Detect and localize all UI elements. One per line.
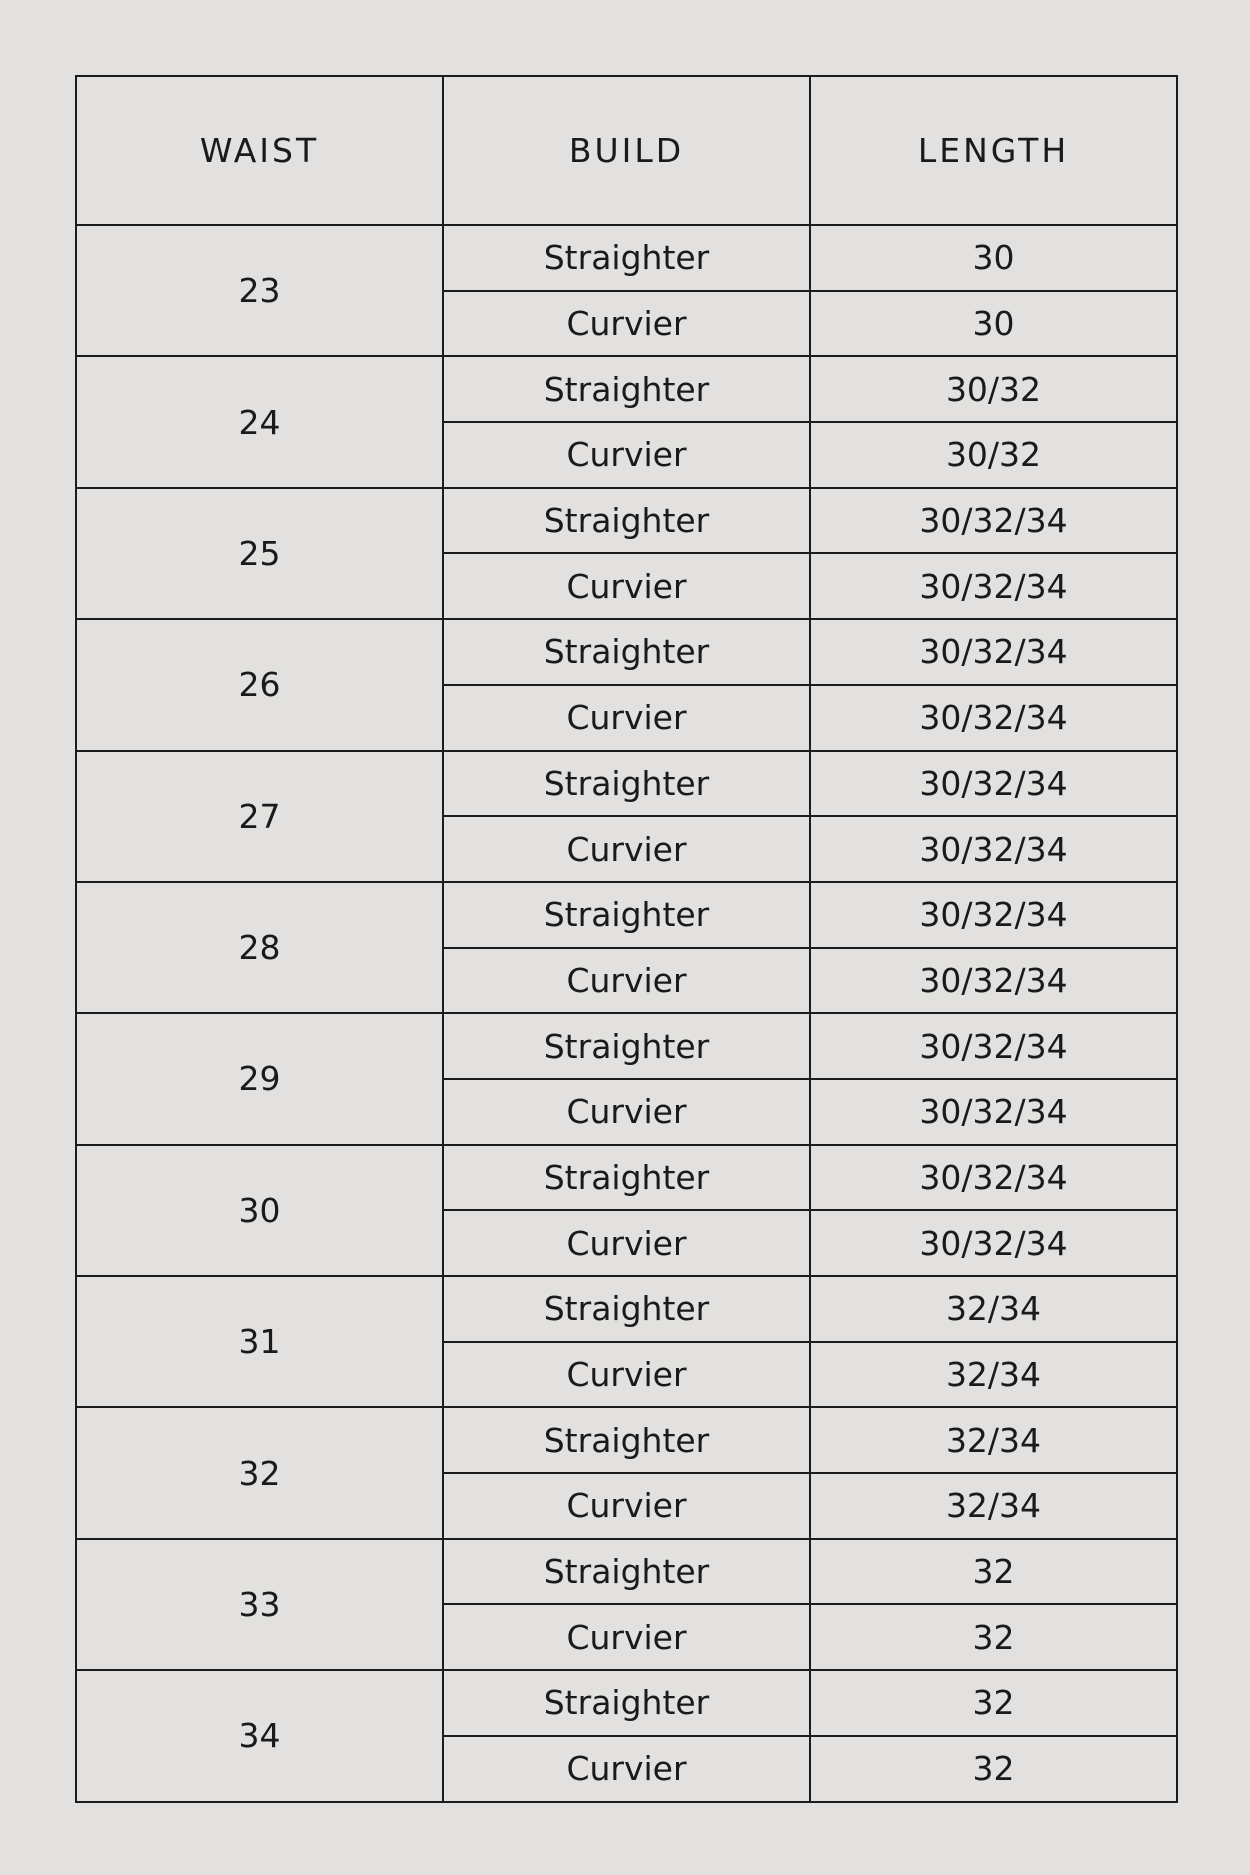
build-cell: Straighter — [443, 1145, 810, 1211]
header-build: BUILD — [443, 76, 810, 225]
waist-cell: 31 — [76, 1276, 443, 1407]
table-row — [76, 1539, 1177, 1605]
build-cell: Straighter — [443, 488, 810, 554]
waist-cell: 34 — [76, 1670, 443, 1801]
build-cell: Curvier — [443, 1210, 810, 1276]
build-cell: Straighter — [443, 1013, 810, 1079]
table-row — [76, 356, 1177, 422]
header-length: LENGTH — [810, 76, 1177, 225]
waist-cell: 30 — [76, 1145, 443, 1276]
length-cell: 30/32/34 — [810, 948, 1177, 1014]
waist-cell: 33 — [76, 1539, 443, 1670]
length-cell: 30/32/34 — [810, 751, 1177, 817]
table-row — [76, 225, 1177, 291]
table-row — [76, 1276, 1177, 1342]
build-cell: Curvier — [443, 291, 810, 357]
length-cell: 30/32/34 — [810, 1145, 1177, 1211]
build-cell: Straighter — [443, 1407, 810, 1473]
table-row — [76, 1145, 1177, 1211]
build-cell: Curvier — [443, 1342, 810, 1408]
length-cell: 30/32/34 — [810, 553, 1177, 619]
build-cell: Curvier — [443, 685, 810, 751]
table-row — [76, 1407, 1177, 1473]
build-cell: Curvier — [443, 553, 810, 619]
waist-cell: 24 — [76, 356, 443, 487]
build-cell: Straighter — [443, 619, 810, 685]
build-cell: Curvier — [443, 422, 810, 488]
length-cell: 30/32 — [810, 422, 1177, 488]
header-row — [76, 76, 1177, 225]
waist-cell: 26 — [76, 619, 443, 750]
length-cell: 32/34 — [810, 1407, 1177, 1473]
waist-cell: 27 — [76, 751, 443, 882]
length-cell: 30/32/34 — [810, 1210, 1177, 1276]
length-cell: 32 — [810, 1539, 1177, 1605]
length-cell: 32/34 — [810, 1342, 1177, 1408]
table-header — [76, 76, 1177, 225]
length-cell: 30/32/34 — [810, 619, 1177, 685]
table-row — [76, 619, 1177, 685]
length-cell: 30/32/34 — [810, 685, 1177, 751]
length-cell: 30/32/34 — [810, 1013, 1177, 1079]
build-cell: Curvier — [443, 1736, 810, 1802]
table-body — [76, 225, 1177, 1802]
waist-cell: 28 — [76, 882, 443, 1013]
length-cell: 30 — [810, 291, 1177, 357]
build-cell: Curvier — [443, 1079, 810, 1145]
table-row — [76, 488, 1177, 554]
table-row — [76, 751, 1177, 817]
length-cell: 32/34 — [810, 1473, 1177, 1539]
length-cell: 32 — [810, 1604, 1177, 1670]
build-cell: Straighter — [443, 225, 810, 291]
table-row — [76, 882, 1177, 948]
waist-cell: 32 — [76, 1407, 443, 1538]
build-cell: Straighter — [443, 882, 810, 948]
build-cell: Curvier — [443, 1604, 810, 1670]
length-cell: 30/32 — [810, 356, 1177, 422]
length-cell: 32 — [810, 1670, 1177, 1736]
length-cell: 30/32/34 — [810, 816, 1177, 882]
build-cell: Straighter — [443, 751, 810, 817]
table-row — [76, 1013, 1177, 1079]
build-cell: Curvier — [443, 816, 810, 882]
waist-cell: 29 — [76, 1013, 443, 1144]
build-cell: Curvier — [443, 1473, 810, 1539]
table-row — [76, 1670, 1177, 1736]
build-cell: Straighter — [443, 1276, 810, 1342]
length-cell: 30/32/34 — [810, 882, 1177, 948]
size-chart-table — [75, 75, 1178, 1803]
waist-cell: 23 — [76, 225, 443, 356]
build-cell: Straighter — [443, 356, 810, 422]
waist-cell: 25 — [76, 488, 443, 619]
build-cell: Straighter — [443, 1539, 810, 1605]
build-cell: Curvier — [443, 948, 810, 1014]
length-cell: 32 — [810, 1736, 1177, 1802]
length-cell: 30 — [810, 225, 1177, 291]
header-waist: WAIST — [76, 76, 443, 225]
length-cell: 32/34 — [810, 1276, 1177, 1342]
length-cell: 30/32/34 — [810, 488, 1177, 554]
build-cell: Straighter — [443, 1670, 810, 1736]
length-cell: 30/32/34 — [810, 1079, 1177, 1145]
